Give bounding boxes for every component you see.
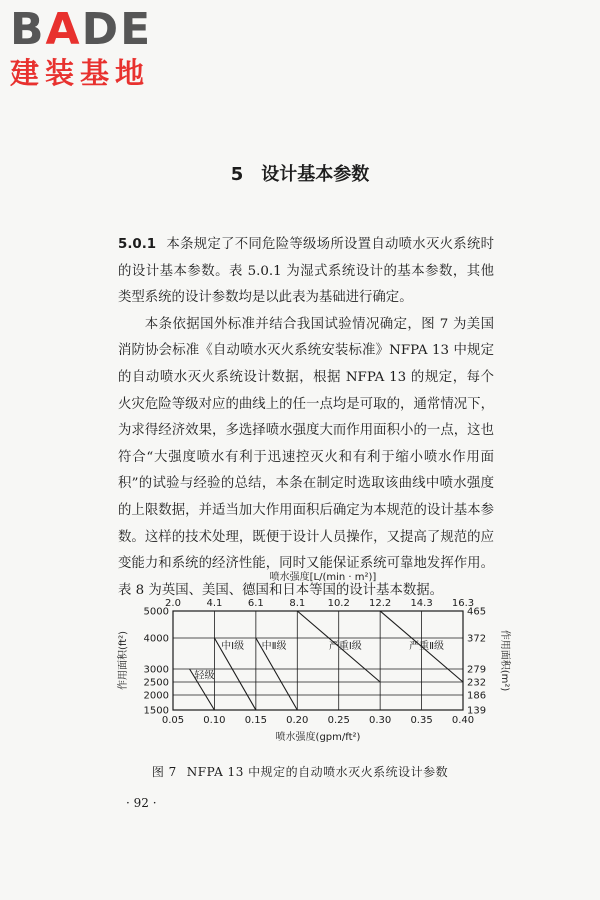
logo-subtitle: 建装基地 xyxy=(10,56,151,90)
paragraph-2: 本条依据国外标准并结合我国试验情况确定，图 7 为美国消防协会标准《自动喷水灭火系统安装标准》NFPA 13 中规定的自动喷水灭火系统设计数据，根据 NFPA 13 的规定，每个火灾危险等级对应的曲线上的任一点均是可取的，通常情况下，为求得经济效果，多选择喷水强度大而作用面积小的一点，这也符合“大强度喷水有利于迅速控灭火和有利于缩小喷水作用面积”的试验与经验的总结，本条在制定时选取该曲线中喷水强度的上限数据，并适当加大作用面积后确定为本规范的设计基本参数。这样的技术处理，既便于设计人员操作，又提高了规范的应变能力和系统的经济性能，同时又能保证系统可靠地发挥作用。表 8 为英国、美国、德国和日本等国的设计基本数据。 xyxy=(118,316,494,598)
left-tick-label: 4000 xyxy=(143,633,169,645)
clause-text xyxy=(118,232,494,604)
top-tick-label: 14.3 xyxy=(410,598,433,609)
right-tick-label: 186 xyxy=(467,690,487,702)
top-tick-label: 12.2 xyxy=(369,598,392,609)
hazard-class-label: 中Ⅱ级 xyxy=(261,640,287,652)
bottom-tick-label: 0.05 xyxy=(161,715,185,726)
bottom-tick-label: 0.15 xyxy=(244,715,267,726)
figure-caption: 图 7 NFPA 13 中规定的自动喷水灭火系统设计参数 xyxy=(151,765,449,779)
chapter-heading xyxy=(0,160,600,186)
page-number: · 92 · xyxy=(126,796,157,810)
chapter-number: 5 xyxy=(230,164,244,185)
bottom-tick-label: 0.25 xyxy=(327,715,350,726)
top-tick-label: 4.1 xyxy=(206,598,223,609)
left-tick-label: 5000 xyxy=(143,606,169,618)
top-tick-label: 10.2 xyxy=(327,598,350,609)
paragraph-1: 5.0.1 本条规定了不同危险等级场所设置自动喷水灭火系统时的设计基本参数。表 5.0.1 为湿式系统设计的基本参数，其他类型系统的设计参数均是以此表为基础进行确定。 xyxy=(118,237,494,306)
top-tick-label: 16.3 xyxy=(451,598,475,609)
clause-id: 5.0.1 xyxy=(118,237,157,252)
top-tick-label: 6.1 xyxy=(247,598,264,609)
left-tick-label: 2000 xyxy=(143,690,169,702)
left-tick-label: 1500 xyxy=(143,705,169,717)
design-parameter-chart xyxy=(108,565,508,760)
bottom-tick-label: 0.35 xyxy=(410,715,433,726)
bottom-tick-label: 0.30 xyxy=(369,715,392,726)
top-tick-label: 8.1 xyxy=(289,598,306,609)
top-axis-label: 喷水强度[L/(min · m²)] xyxy=(269,572,377,583)
right-tick-label: 465 xyxy=(467,606,487,618)
logo xyxy=(10,6,180,90)
right-axis-label: 作用面积(m²) xyxy=(499,629,510,692)
hazard-class-label: 严重Ⅰ级 xyxy=(328,640,362,652)
bottom-tick-label: 0.40 xyxy=(451,715,475,726)
right-tick-label: 279 xyxy=(467,664,487,676)
bottom-tick-label: 0.10 xyxy=(203,715,226,726)
bottom-tick-label: 0.20 xyxy=(286,715,309,726)
left-tick-label: 2500 xyxy=(143,677,169,689)
right-tick-label: 139 xyxy=(467,705,487,717)
logo-wordmark: BADE xyxy=(10,4,153,55)
hazard-class-label: 严重Ⅱ级 xyxy=(409,640,445,652)
left-tick-label: 3000 xyxy=(143,664,169,676)
chapter-title: 设计基本参数 xyxy=(261,164,370,185)
hazard-class-label: 中Ⅰ级 xyxy=(221,640,245,652)
top-tick-label: 2.0 xyxy=(165,598,181,609)
right-tick-label: 232 xyxy=(467,677,487,689)
hazard-class-label: 轻级 xyxy=(194,670,215,682)
left-axis-label: 作用面积(ft²) xyxy=(118,630,129,691)
right-tick-label: 372 xyxy=(467,633,487,645)
bottom-axis-label: 喷水强度(gpm/ft²) xyxy=(275,732,361,743)
